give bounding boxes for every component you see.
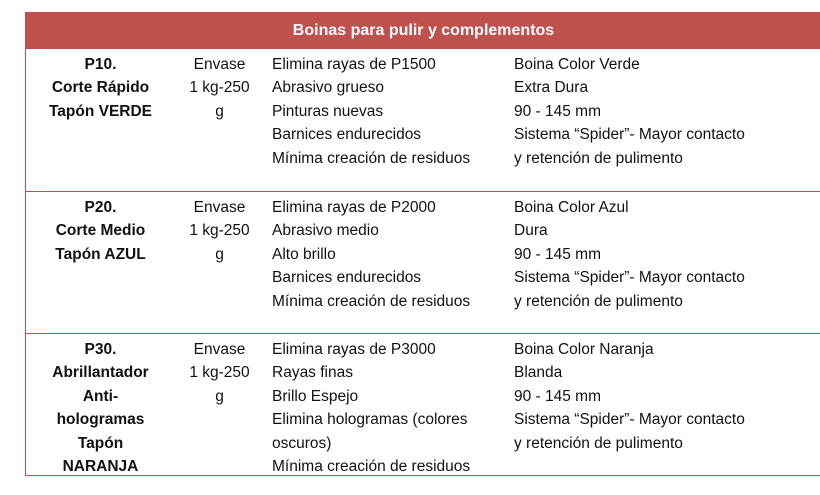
features-cell [264,192,512,333]
feature-item: Barnices endurecidos [272,126,422,144]
feature-item: Elimina rayas de P3000 [272,341,436,358]
feature-item: Mínima creación de residuos [272,458,471,476]
package-line: g [215,387,224,405]
package-line: Envase [193,199,246,216]
package-cell [175,192,264,333]
description-cell [512,334,820,475]
feature-item: Elimina rayas de P2000 [272,199,436,216]
description-item: Dura [514,222,548,240]
package-line: g [215,102,224,120]
product-name-line: P30. [84,341,117,358]
product-name-line: Tapón VERDE [48,102,153,120]
package-cell [175,49,264,191]
package-line: 1 kg-250 [189,79,250,97]
product-name-cell [26,49,175,191]
products-table [25,12,820,476]
package-line: 1 kg-250 [189,364,250,382]
description-cell [512,49,820,191]
feature-item: Alto brillo [272,245,336,263]
feature-item: Rayas finas [272,364,353,382]
feature-item: Mínima creación de residuos [272,292,471,310]
description-item: 90 - 145 mm [514,387,602,405]
description-cell [512,192,820,333]
features-cell [264,334,512,475]
feature-item: Mínima creación de residuos [272,149,471,167]
description-item: Extra Dura [514,79,589,97]
description-item: 90 - 145 mm [514,245,602,263]
description-item: Boina Color Verde [514,56,640,73]
description-item: Boina Color Azul [514,199,629,216]
description-item: 90 - 145 mm [514,102,602,120]
description-item: Sistema “Spider”- Mayor contacto [514,269,745,287]
package-line: 1 kg-250 [189,222,250,240]
feature-item: Elimina rayas de P1500 [272,56,436,73]
description-item: Boina Color Naranja [514,341,654,358]
product-name-cell [26,334,175,475]
package-line: Envase [193,341,246,358]
product-name-line: P10. [84,56,117,73]
product-name-line: NARANJA [62,458,139,476]
description-item: y retención de pulimento [514,434,683,452]
feature-item: Elimina hologramas (colores [272,411,468,429]
table-row [26,49,820,191]
product-name-line: Anti- [82,387,119,405]
description-item: y retención de pulimento [514,292,683,310]
product-name-line: Tapón [77,434,124,452]
description-item: y retención de pulimento [514,149,683,167]
feature-item: Brillo Espejo [272,387,359,405]
table-row [26,333,820,475]
description-item: Blanda [514,364,563,382]
table-row [26,191,820,333]
description-item: Sistema “Spider”- Mayor contacto [514,411,745,429]
product-name-cell [26,192,175,333]
feature-item: Barnices endurecidos [272,269,422,287]
feature-item: Abrasivo medio [272,222,379,240]
features-cell [264,49,512,191]
product-name-line: Corte Medio [55,222,146,240]
table-title: Boinas para pulir y complementos [26,13,820,49]
package-line: g [215,245,224,263]
product-name-line: Corte Rápido [51,79,150,97]
package-line: Envase [193,56,246,73]
feature-item: oscuros) [272,434,332,452]
description-item: Sistema “Spider”- Mayor contacto [514,126,745,144]
package-cell [175,334,264,475]
product-name-line: Abrillantador [52,364,149,382]
product-name-line: P20. [84,199,117,216]
product-name-line: Tapón AZUL [55,245,146,263]
product-name-line: hologramas [56,411,145,429]
feature-item: Abrasivo grueso [272,79,385,97]
feature-item: Pinturas nuevas [272,102,384,120]
